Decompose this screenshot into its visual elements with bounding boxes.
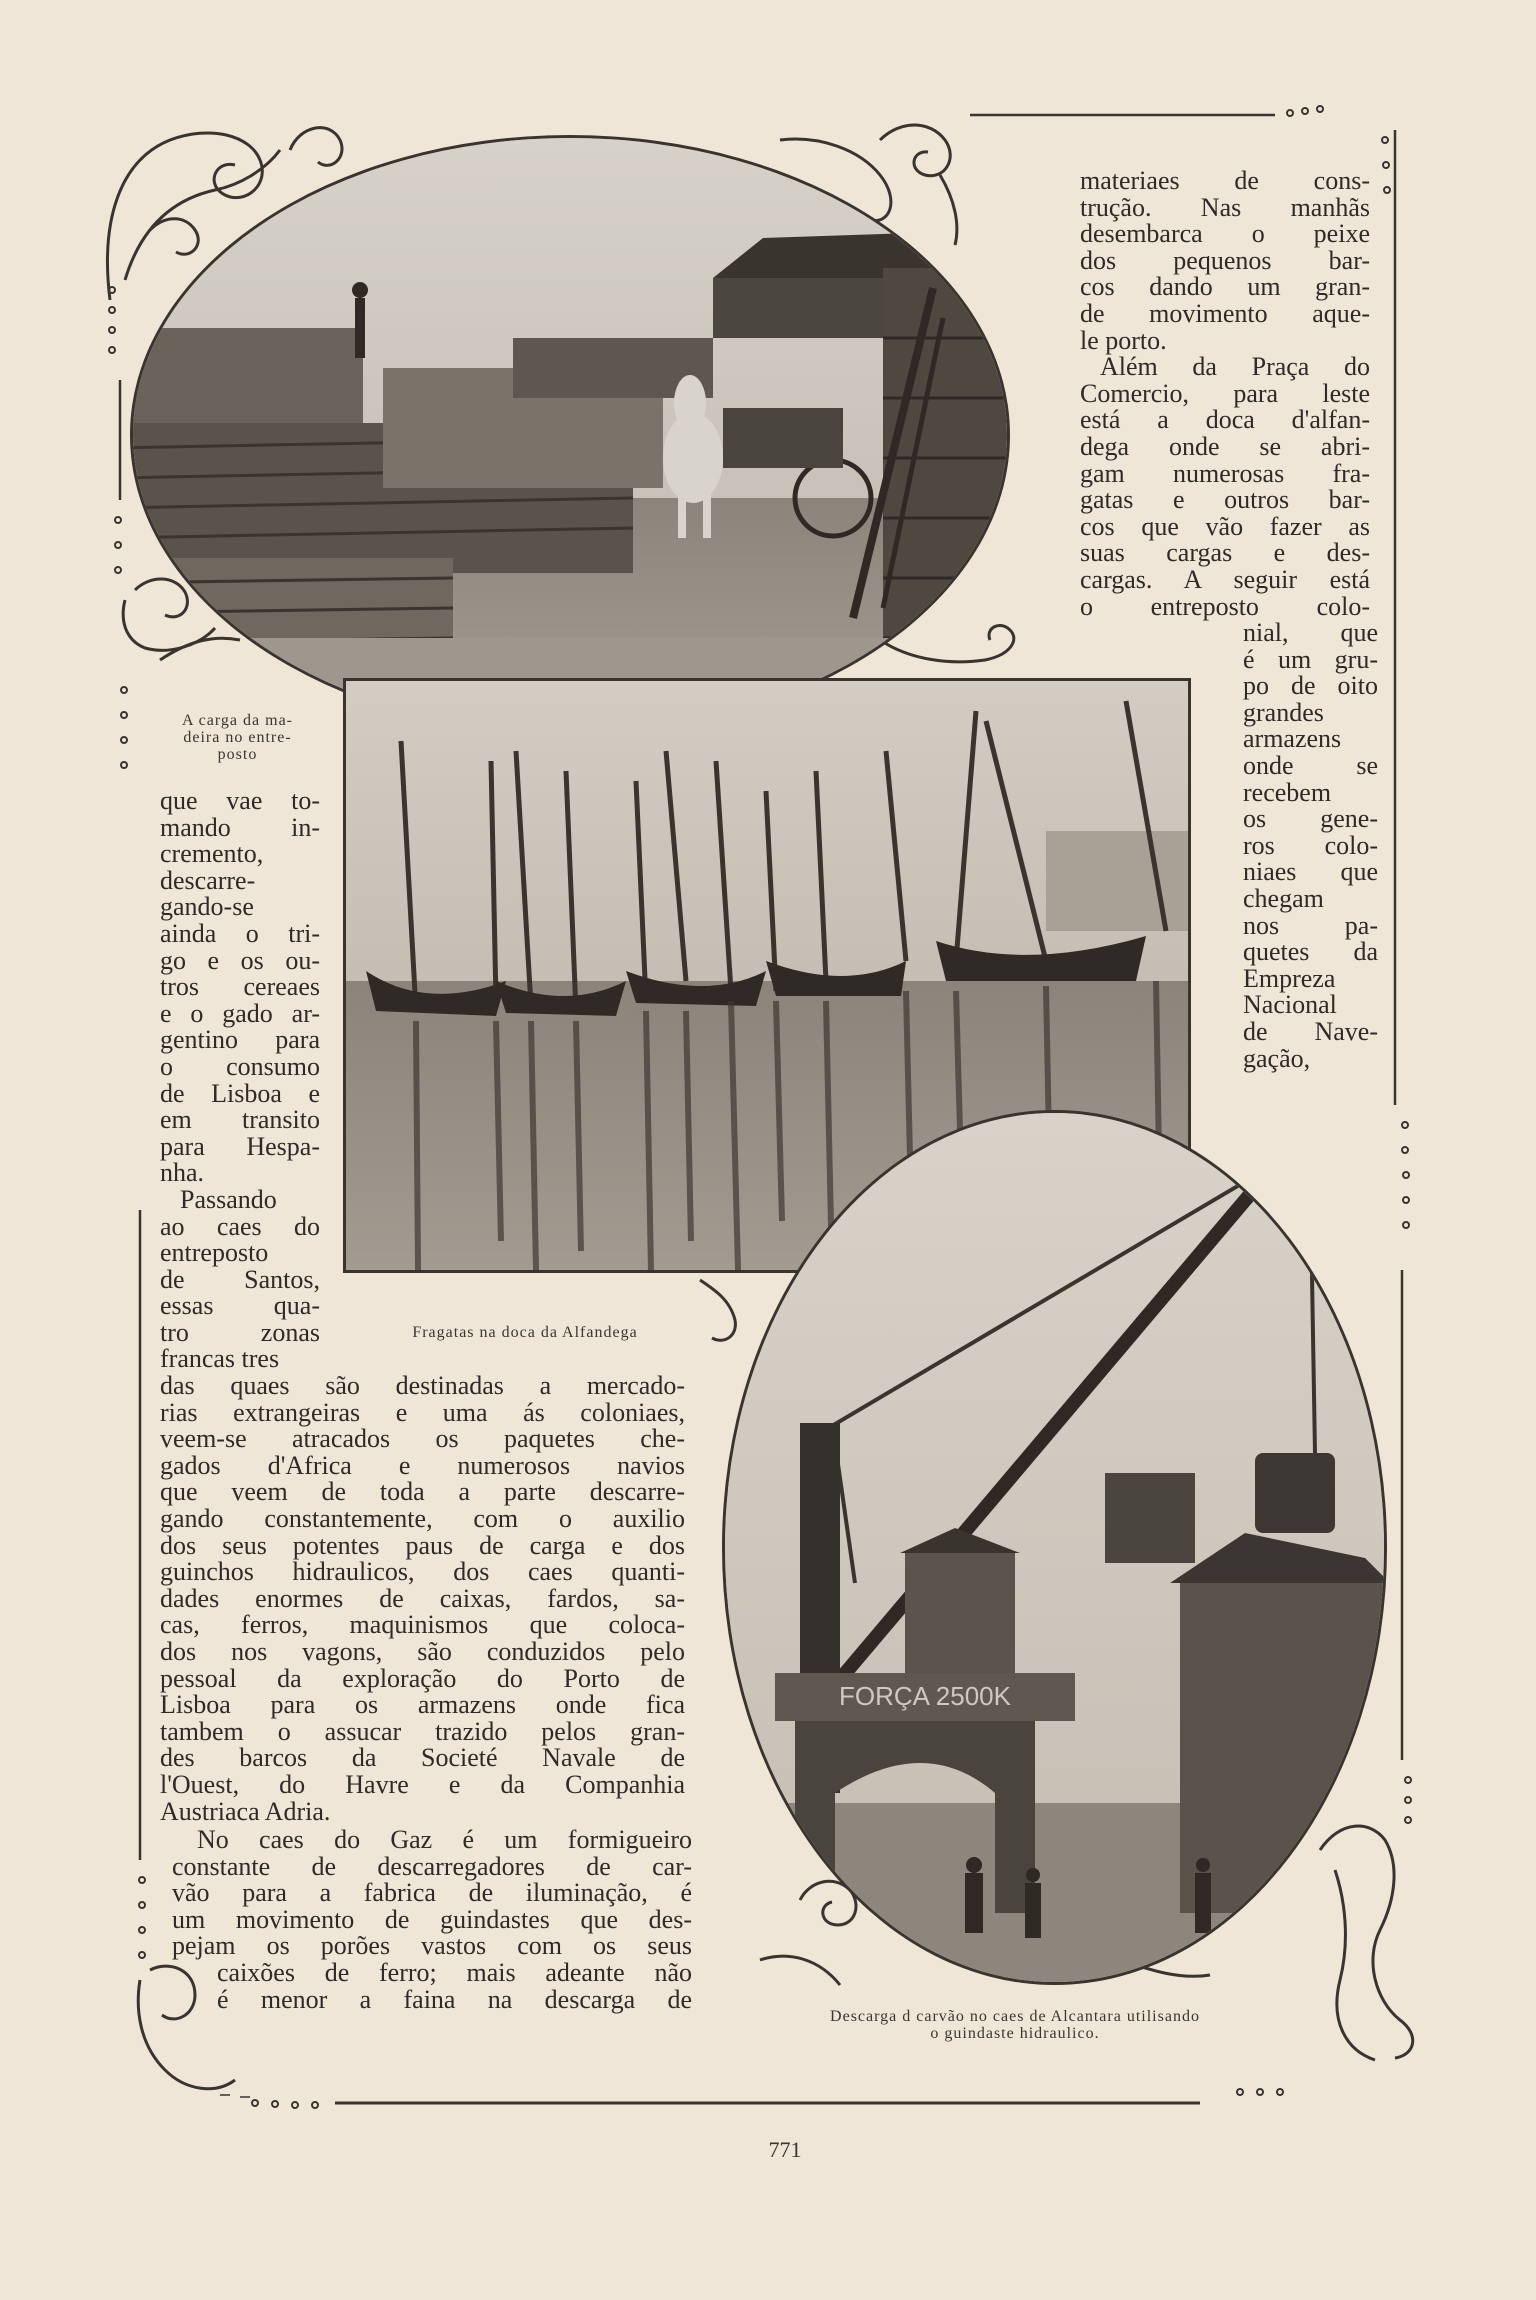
timber-photo — [130, 135, 1010, 735]
page-number: 771 — [768, 2137, 802, 2162]
article-left-narrow-column: que vae to- mando in- cremento, descarre- gando-se ainda o tri- go e os ou- tros cereaes e o gado ar- gentino para o consumo de Lisboa e em transito para Hespa- nha. Passando ao caes do entreposto de Santos, essas qua- tro zonas francas tres — [160, 786, 320, 1374]
article-left-bottom-column: No caes do Gaz é um formigueiro constante de descarregadores de car- vão para a fabrica de iluminação, é um movimento de guindastes que des- pejam os porões vastos com os seus caixões de ferro; mais adeante não é menor a faina na descarga de — [172, 1825, 692, 2014]
crane-photo — [722, 1110, 1387, 1985]
article-left-wide-column: das quaes são destinadas a mercado- rias extrangeiras e uma ás coloniaes, veem-se atracados os paquetes che- gados d'Africa e numerosos navios que veem de toda a parte descarre- gando constantemente, com o auxilio dos seus potentes paus de carga e dos guinchos hidraulicos, dos caes quanti- dades enormes de caixas, fardos, sa- cas, ferros, maquinismos que coloca- dos nos vagons, são conduzidos pelo pessoal da exploração do Porto de Lisboa para os armazens onde fica tambem o assucar trazido pelos gran- des barcos da Societé Navale de l'Ouest, do Havre e da Companhia Austriaca Adria. — [160, 1371, 685, 1826]
crane-sign-text: FORÇA 2500K — [839, 1681, 1011, 1711]
fragatas-photo-caption: Fragatas na doca da Alfandega — [412, 1324, 638, 1341]
crane-photo-image — [725, 1113, 1387, 1985]
timber-photo-image — [133, 138, 1010, 735]
article-right-column-upper: materiaes de cons- trução. Nas manhãs desembarca o peixe dos pequenos bar- cos dando um gran- de movimento aque- le porto. Além da Praça do Comercio, para leste está a doca d'alfan- dega onde se abri- gam numerosas fra- gatas e outros bar- cos que vão fazer as suas cargas e des- cargas. A seguir está o entreposto colo- — [1080, 166, 1370, 621]
timber-photo-caption: A carga da ma- deira no entre- posto — [182, 712, 293, 763]
crane-photo-caption: Descarga d carvão no caes de Alcantara utilisando o guindaste hidraulico. — [830, 2008, 1200, 2042]
article-right-column-lower: nial, que é um gru- po de oito grandes armazens onde se recebem os gene- ros colo- niaes que chegam nos pa- quetes da Empreza Nacional de Nave- gação, — [1243, 618, 1378, 1073]
